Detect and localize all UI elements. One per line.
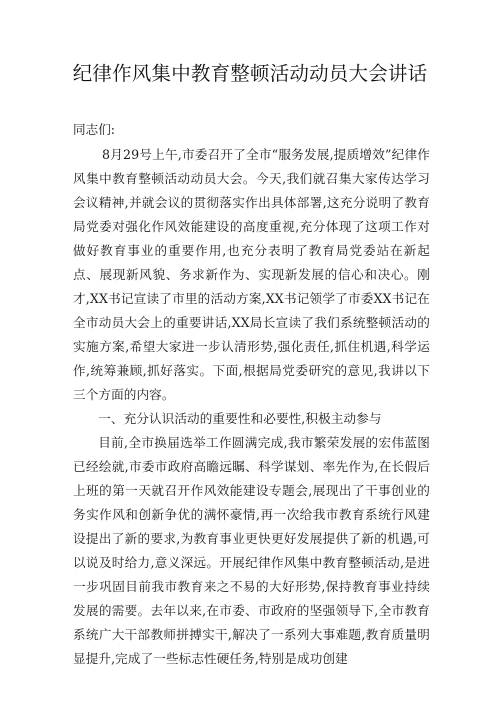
section-heading: 一、充分认识活动的重要性和必要性,积极主动参与 [98,411,382,426]
body-paragraph: 8月29号上午,市委召开了全市“服务发展,提质增效”纪律作风集中教育整顿活动动员大会。今天,我们就召集大家传达学习会议精神,并就会议的贯彻落实作出具体部署,这充分说明了教育局党委对强化作风效能建设的高度重视,充分体现了这项工作对做好教育事业的重要作用,也充分表明了教育局党委站在新起点、展现新风貌、务求新作为、实现新发展的信心和决心。刚才,XX书记宣读了市里的活动方案,XX书记领学了市委XX书记在全市动员大会上的重要讲话,XX局长宣读了我们系统整顿活动的实施方案,希望大家进一步认清形势,强化责任,抓住机遇,科学运作,统筹兼顾,抓好落实。下面,根据局党委研究的意见,我讲以下三个方面的内容。 [73,147,430,402]
document-title: 纪律作风集中教育整顿活动动员大会讲话 [72,62,428,85]
body-paragraph: 目前,全市换届选举工作圆满完成,我市繁荣发展的宏伟蓝图已经绘就,市委市政府高瞻远瞩、科学谋划、率先作为,在长假后上班的第一天就召开作风效能建设专题会,展现出了干事创业的务实作风和创新争优的满怀豪情,再一次给我市教育系统行风建设提出了新的要求,为教育事业更快更好发展提供了新的机遇,可以说及时给力,意义深远。开展纪律作风集中教育整顿活动,是进一步巩固目前我市教育来之不易的大好形势,保持教育事业持续发展的需要。去年以来,在市委、市政府的坚强领导下,全市教育系统广大干部教师拼搏实干,解决了一系列大事难题,教育质量明显提升,完成了一些标志性硬任务,特别是成功创建 [73,435,430,666]
document-body [73,133,430,671]
salutation: 同志们: [73,122,116,137]
